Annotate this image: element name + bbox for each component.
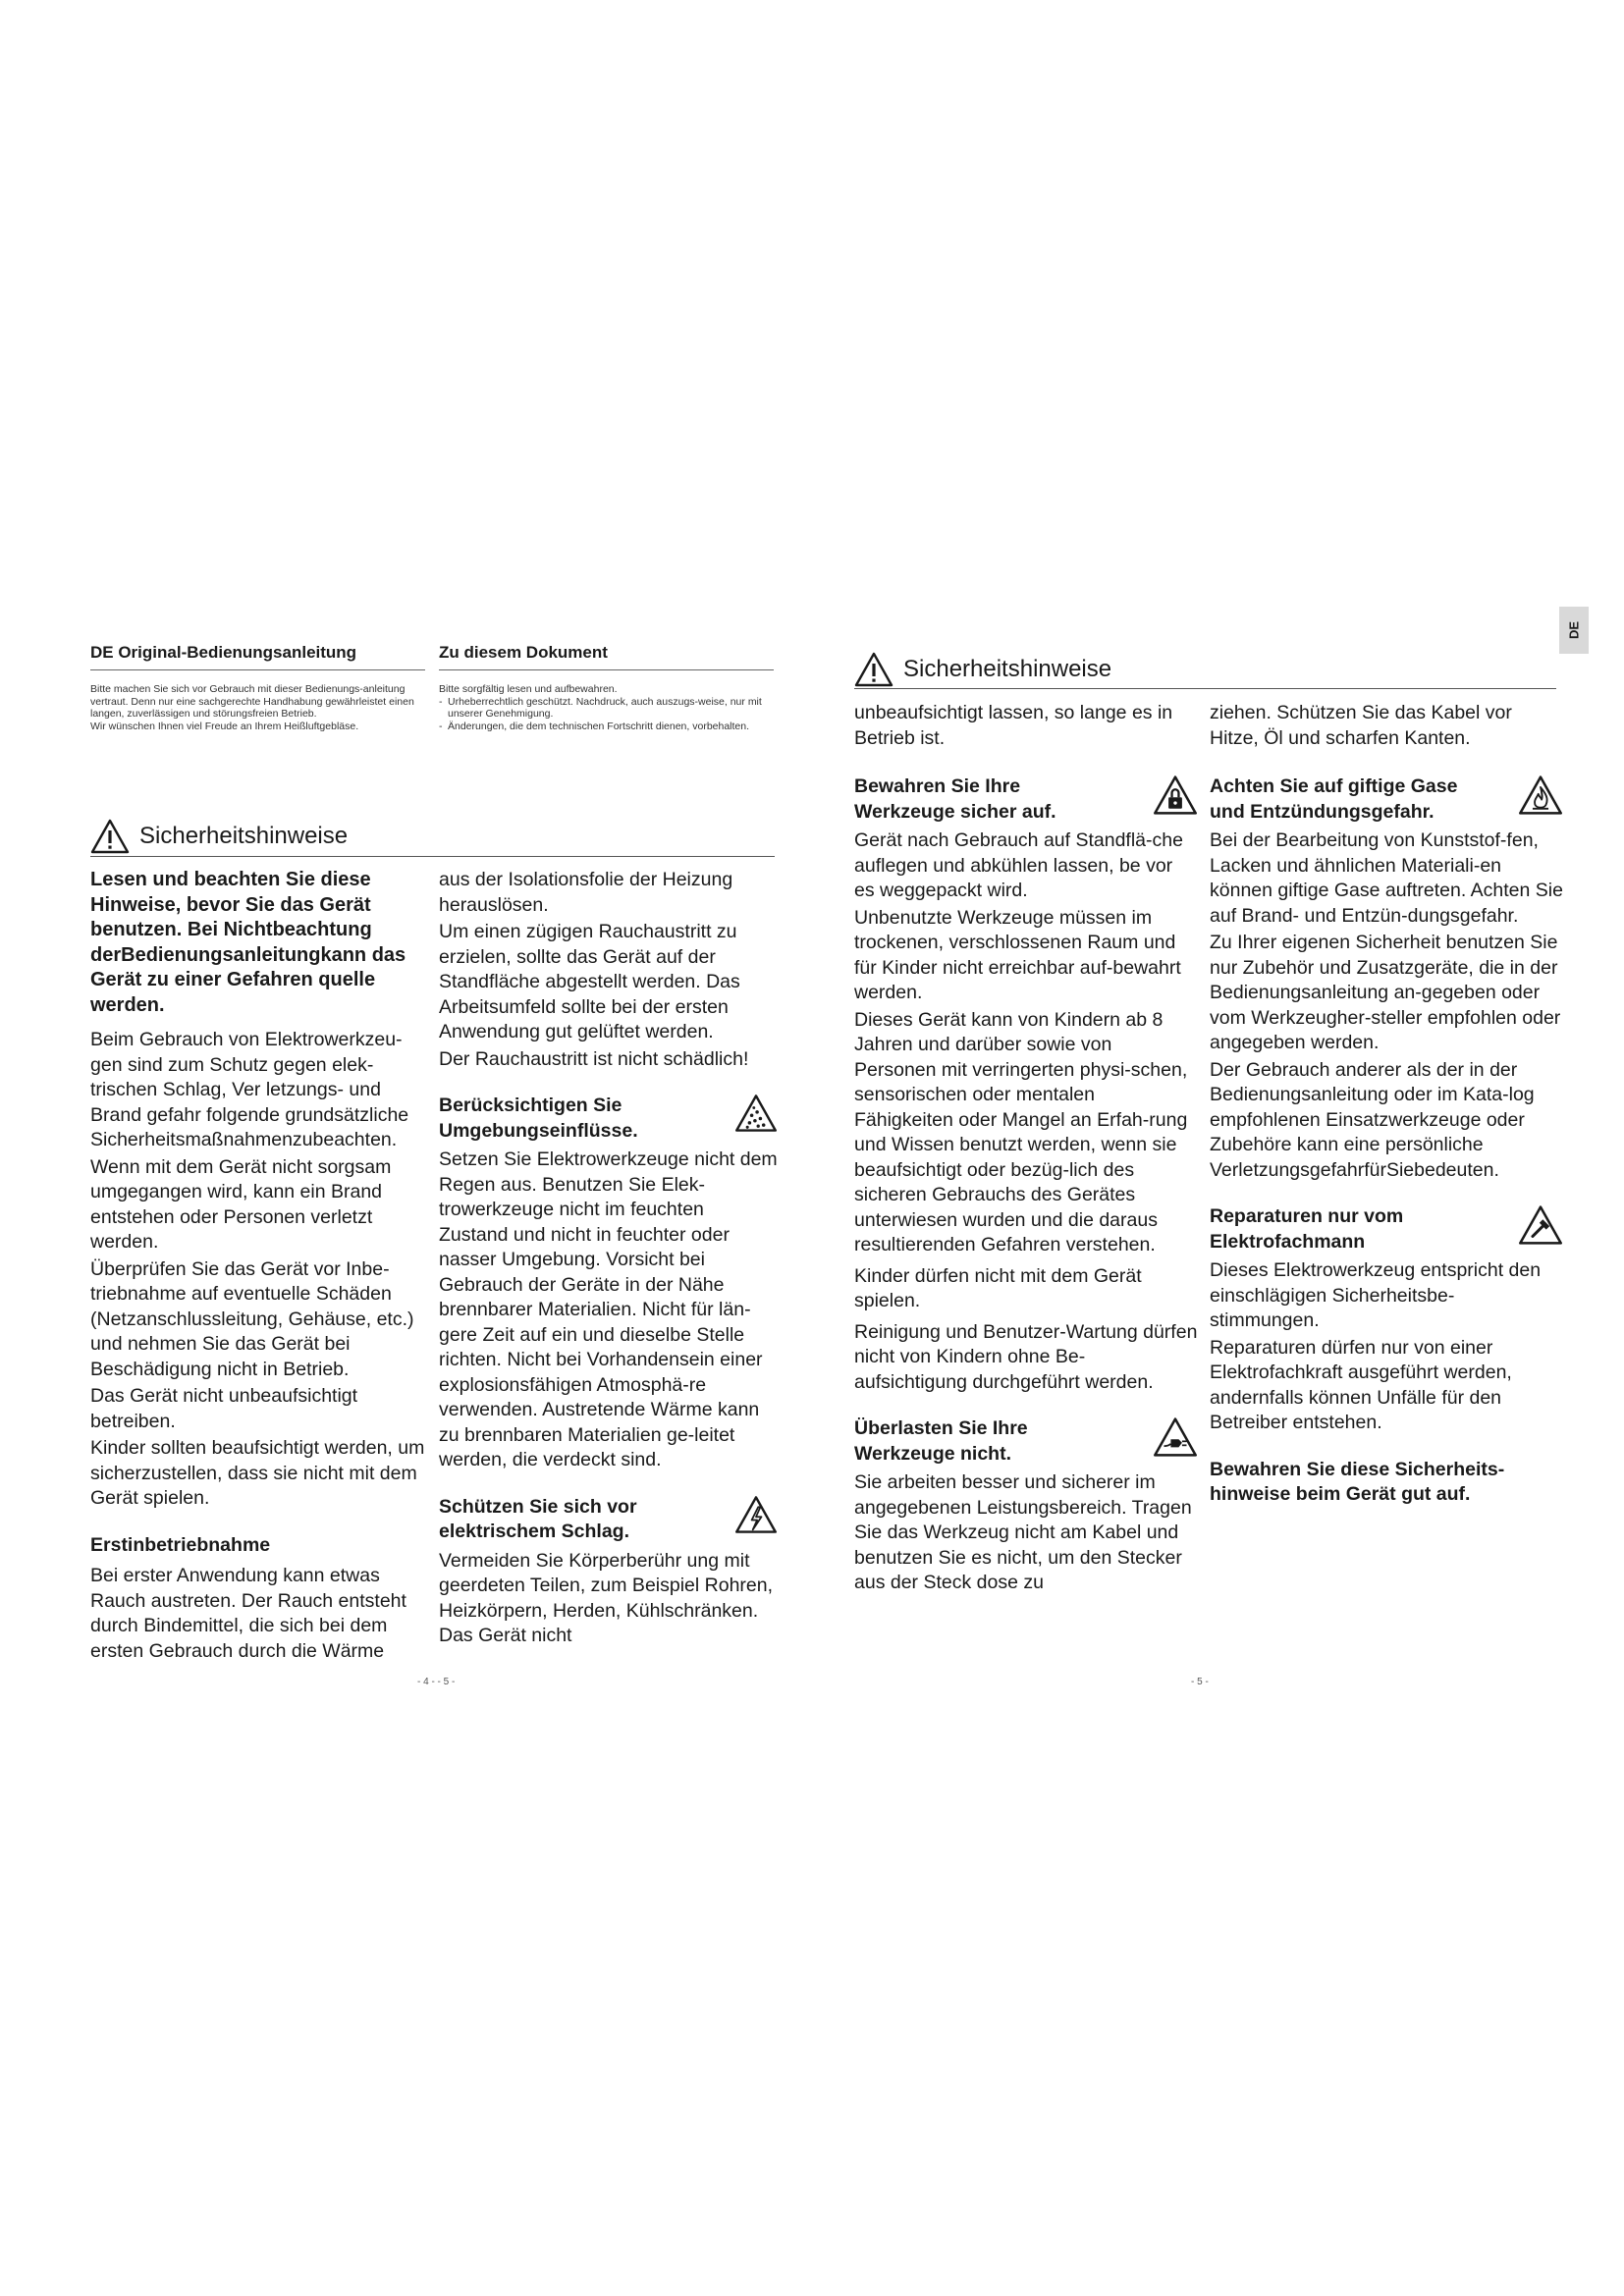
lock-warning-icon	[1153, 774, 1198, 816]
column-1	[90, 868, 427, 1664]
subheading-storage-wrap	[854, 774, 1198, 825]
header-note-item: - Urheberrechtlich geschützt. Nachdruck, auch auszugs-weise, nur mit unserer Genehmigung.	[439, 696, 774, 721]
subheading-gas-wrap	[1210, 774, 1563, 825]
page-number-right: - 5 -	[1191, 1677, 1209, 1687]
final-note: Bewahren Sie diese Sicherheits-hinweise beim Gerät gut auf.	[1210, 1458, 1505, 1505]
subheading-electric-shock: Schützen Sie sich vor elektrischem Schlag.	[439, 1495, 637, 1542]
flame-warning-icon	[1518, 774, 1563, 816]
paragraph: ziehen. Schützen Sie das Kabel vor Hitze, Öl und scharfen Kanten.	[1210, 702, 1512, 749]
page-number-left: - 4 - - 5 -	[417, 1677, 456, 1687]
paragraph: Der Rauchaustritt ist nicht schädlich!	[439, 1047, 749, 1070]
paragraph: Reparaturen dürfen nur von einer Elektrofachkraft ausgeführt werden, andernfalls können Unfälle für den Betreiber entstehen.	[1210, 1336, 1512, 1433]
warning-icon	[90, 819, 130, 854]
language-tab-label: DE	[1566, 620, 1582, 640]
subheading-first-use: Erstinbetriebnahme	[90, 1533, 271, 1556]
paragraph: Bei der Bearbeitung von Kunststof-fen, Lacken und ähnlichen Materiali-en können giftige Gase auftreten. Achten Sie auf Brand- und Entzün-dungsgefahr.	[1210, 829, 1563, 927]
subheading-repairs: Reparaturen nur vom Elektrofachmann	[1210, 1205, 1404, 1253]
paragraph: Gerät nach Gebrauch auf Standflä-che auflegen und abkühlen lassen, be vor es weggepackt wird.	[854, 829, 1183, 901]
subheading-no-overload: Überlasten Sie Ihre Werkzeuge nicht.	[854, 1417, 1028, 1465]
paragraph: Unbenutzte Werkzeuge müssen im trockenen, verschlossenen Raum und für Kinder nicht erreichbar auf-bewahrt werden.	[854, 906, 1181, 1003]
header-notes	[439, 683, 774, 732]
paragraph: Das Gerät nicht unbeaufsichtigt betreiben.	[90, 1385, 358, 1432]
column-4	[1210, 701, 1563, 1508]
paragraph: Beim Gebrauch von Elektrowerkzeu-gen sind zum Schutz gegen elek-trischen Schlag, Ver letzungs- und Brand gefahr folgende grundsätzliche Sicherheitsmaßnahmenzubeachten.	[90, 1029, 409, 1150]
subheading-overload-wrap	[854, 1416, 1198, 1467]
subheading-shock-wrap	[439, 1495, 778, 1545]
section-rule-left	[90, 856, 775, 857]
section-title-safety-left	[90, 819, 348, 854]
header-note-item: - Änderungen, die dem technischen Fortschritt dienen, vorbehalten.	[439, 721, 774, 733]
moisture-warning-icon	[734, 1094, 778, 1133]
paragraph: Kinder dürfen nicht mit dem Gerät spielen.	[854, 1264, 1142, 1311]
subheading-store-tools: Bewahren Sie Ihre Werkzeuge sicher auf.	[854, 775, 1056, 823]
paragraph: Reinigung und Benutzer-Wartung dürfen nicht von Kindern ohne Be-aufsichtigung durchgeführt werden.	[854, 1320, 1198, 1393]
warning-icon	[854, 652, 893, 687]
paragraph: Um einen zügigen Rauchaustritt zu erzielen, sollte das Gerät auf der Standfläche abgestellt werden. Das Arbeitsumfeld sollte bei der ersten Anwendung gut gelüftet werden.	[439, 921, 740, 1042]
header-intro-paragraph: Bitte machen Sie sich vor Gebrauch mit dieser Bedienungs-anleitung vertraut. Denn nur eine sachgerechte Handhabung gewährleistet einen langen, zuverlässigen und störungsfreien Betrieb.	[90, 683, 414, 720]
paragraph: Zu Ihrer eigenen Sicherheit benutzen Sie nur Zubehör und Zusatzgeräte, die in der Bedienungsanleitung an-gegeben oder vom Werkzeugher-steller empfohlen oder angegeben werden.	[1210, 932, 1561, 1053]
subheading-toxic-gas: Achten Sie auf giftige Gase und Entzündungsgefahr.	[1210, 775, 1458, 823]
paragraph: Kinder sollten beaufsichtigt werden, um sicherzustellen, dass sie nicht mit dem Gerät spielen.	[90, 1437, 425, 1509]
language-tab	[1559, 607, 1589, 654]
paragraph: Wenn mit dem Gerät nicht sorgsam umgegangen wird, kann ein Brand entstehen oder Personen verletzt werden.	[90, 1155, 392, 1253]
paragraph: Überprüfen Sie das Gerät vor Inbe-triebnahme auf eventuelle Schäden (Netzanschlussleitung, Gehäuse, etc.) und nehmen Sie das Gerät bei Beschädigung nicht in Betrieb.	[90, 1257, 414, 1380]
about-document-title: Zu diesem Dokument	[439, 643, 608, 662]
section-title-safety-right	[854, 652, 1111, 687]
column-3	[854, 701, 1198, 1596]
paragraph: Vermeiden Sie Körperberühr ung mit geerdeten Teilen, zum Beispiel Rohren, Heizkörpern, Herden, Kühlschränken. Das Gerät nicht	[439, 1549, 774, 1646]
plug-warning-icon	[1153, 1416, 1198, 1458]
paragraph: aus der Isolationsfolie der Heizung herauslösen.	[439, 869, 733, 916]
lightning-warning-icon	[734, 1495, 778, 1534]
section-rule-right	[854, 688, 1556, 689]
header-rule-right	[439, 669, 774, 670]
header-intro-text	[90, 683, 425, 732]
subheading-repair-wrap	[1210, 1204, 1563, 1255]
column-2	[439, 868, 778, 1649]
paragraph: Sie arbeiten besser und sicherer im angegebenen Leistungsbereich. Tragen Sie das Werkzeug nicht am Kabel und benutzen Sie es nicht, um den Stecker aus der Steck dose zu	[854, 1471, 1192, 1593]
paragraph: Der Gebrauch anderer als der in der Bedienungsanleitung oder im Kata-log empfohlenen Einsatzwerkzeuge oder Zubehöre kann eine persönliche VerletzungsgefahrfürSiebedeuten.	[1210, 1058, 1535, 1181]
header-rule-left	[90, 669, 425, 670]
section-title-text: Sicherheitshinweise	[139, 823, 349, 849]
paragraph: Bei erster Anwendung kann etwas Rauch austreten. Der Rauch entsteht durch Bindemittel, die sich bei dem ersten Gebrauch durch die Wärme	[90, 1565, 406, 1662]
header-notes-intro: Bitte sorgfältig lesen und aufbewahren.	[439, 683, 618, 695]
doc-title: DE Original-Bedienungsanleitung	[90, 643, 357, 662]
header-intro-paragraph: Wir wünschen Ihnen viel Freude an Ihrem Heißluftgebläse.	[90, 720, 359, 732]
section-title-text: Sicherheitshinweise	[903, 656, 1112, 682]
paragraph: Dieses Elektrowerkzeug entspricht den einschlägigen Sicherheitsbe-stimmungen.	[1210, 1259, 1542, 1331]
tool-warning-icon	[1518, 1204, 1563, 1246]
paragraph: Dieses Gerät kann von Kindern ab 8 Jahren und darüber sowie von Personen mit verringerten physi-schen, sensorischen oder mentalen Fähigkeiten oder Mangel an Erfah-rung und Wissen benutzt werden, wenn sie beaufsichtigt oder bezüg-lich des sicheren Gebrauchs des Gerätes unterwiesen wurden und die daraus resultierenden Gefahren verstehen.	[854, 1008, 1188, 1255]
paragraph: Setzen Sie Elektrowerkzeuge nicht dem Regen aus. Benutzen Sie Elek-trowerkzeuge nicht im feuchten Zustand und nicht in feuchter oder nasser Umgebung. Vorsicht bei Gebrauch der Geräte in der Nähe brennbarer Materialien. Nicht für län-gere Zeit auf ein und dieselbe Stelle richten. Nicht bei Vorhandensein einer explosionsfähigen Atmosphä-re verwenden. Austretende Wärme kann zu brennbaren Materialien ge-leitet werden, die verdeckt sind.	[439, 1148, 778, 1470]
paragraph: unbeaufsichtigt lassen, so lange es in Betrieb ist.	[854, 702, 1173, 749]
subheading-environment-wrap	[439, 1094, 778, 1144]
subheading-environment: Berücksichtigen Sie Umgebungseinflüsse.	[439, 1095, 638, 1142]
lead-warning: Lesen und beachten Sie diese Hinweise, bevor Sie das Gerät benutzen. Bei Nichtbeachtung derBedienungsanleitungkann das Gerät zu einer Gefahren quelle werden.	[90, 869, 406, 1016]
